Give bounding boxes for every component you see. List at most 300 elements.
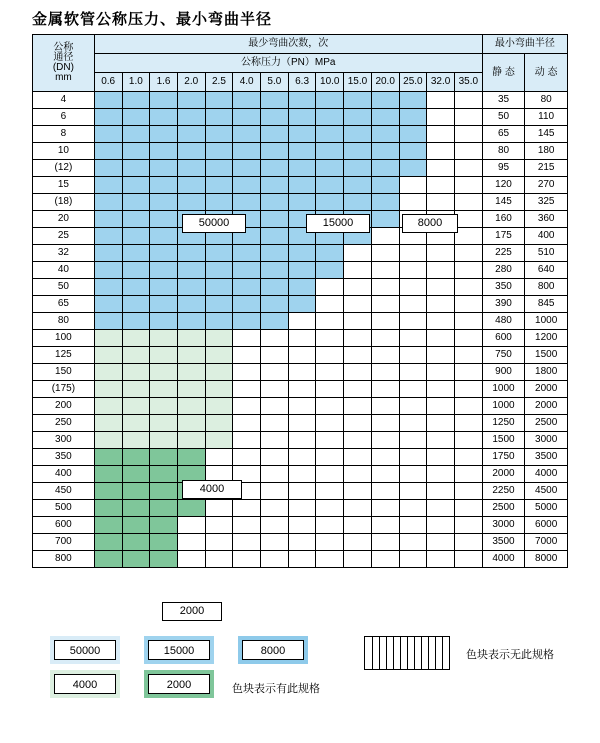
dn-header-line-3: (DN) xyxy=(52,62,74,73)
spec-table xyxy=(32,34,568,568)
spec-cell xyxy=(94,432,122,449)
dn-value: 6 xyxy=(33,109,95,126)
spec-cell xyxy=(94,126,122,143)
spec-cell xyxy=(316,330,344,347)
spec-cell xyxy=(261,432,289,449)
spec-cell xyxy=(150,92,178,109)
spec-cell xyxy=(427,92,455,109)
spec-cell xyxy=(122,126,150,143)
spec-cell xyxy=(150,364,178,381)
spec-cell xyxy=(233,194,261,211)
spec-cell xyxy=(344,92,372,109)
dn-value: 500 xyxy=(33,500,95,517)
spec-cell xyxy=(205,262,233,279)
spec-cell xyxy=(344,330,372,347)
dynamic-radius-value: 3500 xyxy=(525,449,568,466)
static-radius-value: 50 xyxy=(482,109,525,126)
dn-value: 32 xyxy=(33,245,95,262)
dn-value: 400 xyxy=(33,466,95,483)
dn-header-line-2: 通径 xyxy=(53,52,74,63)
spec-cell xyxy=(371,245,399,262)
table-row xyxy=(33,313,568,330)
dynamic-radius-value: 5000 xyxy=(525,500,568,517)
spec-cell xyxy=(371,143,399,160)
dynamic-radius-value: 1500 xyxy=(525,347,568,364)
spec-cell xyxy=(261,466,289,483)
spec-cell xyxy=(371,449,399,466)
spec-cell xyxy=(454,483,482,500)
spec-cell xyxy=(427,500,455,517)
spec-cell xyxy=(94,143,122,160)
spec-cell xyxy=(288,483,316,500)
spec-cell xyxy=(316,160,344,177)
dn-value: 300 xyxy=(33,432,95,449)
spec-cell xyxy=(427,364,455,381)
spec-cell xyxy=(288,245,316,262)
spec-cell xyxy=(94,262,122,279)
spec-cell xyxy=(427,126,455,143)
spec-cell xyxy=(261,296,289,313)
spec-cell xyxy=(454,551,482,568)
spec-cell xyxy=(94,364,122,381)
spec-cell xyxy=(316,279,344,296)
spec-cell xyxy=(150,398,178,415)
spec-cell xyxy=(454,398,482,415)
spec-cell xyxy=(316,449,344,466)
spec-cell xyxy=(288,534,316,551)
spec-cell xyxy=(427,194,455,211)
dynamic-radius-value: 1000 xyxy=(525,313,568,330)
dynamic-radius-value: 325 xyxy=(525,194,568,211)
spec-cell xyxy=(205,194,233,211)
spec-cell xyxy=(399,449,427,466)
spec-cell xyxy=(122,92,150,109)
spec-cell xyxy=(233,534,261,551)
spec-cell xyxy=(177,194,205,211)
dynamic-radius-value: 80 xyxy=(525,92,568,109)
legend-row-1 xyxy=(32,636,568,670)
header-row-2 xyxy=(33,54,568,73)
spec-cell xyxy=(261,551,289,568)
spec-cell xyxy=(316,398,344,415)
spec-cell xyxy=(454,245,482,262)
spec-cell xyxy=(454,211,482,228)
spec-cell xyxy=(177,245,205,262)
static-radius-value: 225 xyxy=(482,245,525,262)
spec-cell xyxy=(94,534,122,551)
dn-value: 8 xyxy=(33,126,95,143)
static-radius-value: 2500 xyxy=(482,500,525,517)
table-row xyxy=(33,126,568,143)
spec-cell xyxy=(177,92,205,109)
spec-cell xyxy=(399,534,427,551)
spec-cell xyxy=(233,364,261,381)
dynamic-radius-value: 2000 xyxy=(525,381,568,398)
spec-cell xyxy=(261,262,289,279)
spec-cell xyxy=(316,177,344,194)
spec-cell xyxy=(94,279,122,296)
spec-cell xyxy=(233,313,261,330)
static-radius-value: 3000 xyxy=(482,517,525,534)
spec-cell xyxy=(94,92,122,109)
spec-cell xyxy=(150,551,178,568)
spec-cell xyxy=(233,177,261,194)
spec-cell xyxy=(150,177,178,194)
spec-cell xyxy=(205,296,233,313)
table-row xyxy=(33,364,568,381)
spec-cell xyxy=(399,194,427,211)
pressure-col-6: 5.0 xyxy=(261,73,289,92)
pressure-col-12: 32.0 xyxy=(427,73,455,92)
spec-cell xyxy=(205,143,233,160)
legend-swatch-8000 xyxy=(238,636,308,664)
dynamic-radius-value: 1800 xyxy=(525,364,568,381)
dn-value: (18) xyxy=(33,194,95,211)
static-radius-value: 65 xyxy=(482,126,525,143)
table-row xyxy=(33,551,568,568)
spec-cell xyxy=(94,194,122,211)
spec-cell xyxy=(233,347,261,364)
dn-value: 40 xyxy=(33,262,95,279)
spec-cell xyxy=(150,296,178,313)
spec-cell xyxy=(94,211,122,228)
spec-cell xyxy=(371,500,399,517)
spec-cell xyxy=(316,432,344,449)
legend-label-15000: 15000 xyxy=(148,640,210,660)
spec-cell xyxy=(427,279,455,296)
overlay-label-15000: 15000 xyxy=(306,214,370,233)
spec-cell xyxy=(316,92,344,109)
spec-table-container xyxy=(32,34,568,617)
dn-value: 20 xyxy=(33,211,95,228)
static-radius-value: 350 xyxy=(482,279,525,296)
spec-cell xyxy=(344,534,372,551)
table-row xyxy=(33,177,568,194)
spec-cell xyxy=(288,364,316,381)
spec-cell xyxy=(233,109,261,126)
bend-radius-header: 最小弯曲半径 xyxy=(482,35,567,54)
spec-cell xyxy=(261,500,289,517)
overlay-label-8000: 8000 xyxy=(402,214,458,233)
spec-cell xyxy=(122,347,150,364)
table-row xyxy=(33,143,568,160)
spec-cell xyxy=(399,126,427,143)
dn-value: 10 xyxy=(33,143,95,160)
static-radius-value: 4000 xyxy=(482,551,525,568)
spec-cell xyxy=(371,483,399,500)
spec-cell xyxy=(150,500,178,517)
spec-cell xyxy=(344,432,372,449)
spec-cell xyxy=(94,449,122,466)
spec-cell xyxy=(454,517,482,534)
dynamic-radius-value: 215 xyxy=(525,160,568,177)
spec-cell xyxy=(122,415,150,432)
static-radius-value: 390 xyxy=(482,296,525,313)
spec-cell xyxy=(427,143,455,160)
table-row xyxy=(33,534,568,551)
spec-cell xyxy=(399,313,427,330)
spec-cell xyxy=(177,415,205,432)
table-row xyxy=(33,398,568,415)
table-row xyxy=(33,347,568,364)
table-row xyxy=(33,92,568,109)
dynamic-radius-value: 800 xyxy=(525,279,568,296)
legend-row-2 xyxy=(32,670,568,704)
spec-cell xyxy=(316,381,344,398)
spec-cell xyxy=(344,500,372,517)
spec-cell xyxy=(371,551,399,568)
spec-cell xyxy=(177,381,205,398)
spec-cell xyxy=(427,483,455,500)
spec-cell xyxy=(316,296,344,313)
spec-cell xyxy=(205,313,233,330)
dynamic-radius-value: 145 xyxy=(525,126,568,143)
spec-cell xyxy=(150,109,178,126)
spec-cell xyxy=(399,262,427,279)
spec-cell xyxy=(371,347,399,364)
spec-cell xyxy=(427,466,455,483)
spec-cell xyxy=(344,415,372,432)
spec-cell xyxy=(288,398,316,415)
spec-cell xyxy=(316,143,344,160)
spec-cell xyxy=(261,279,289,296)
spec-cell xyxy=(261,449,289,466)
table-row xyxy=(33,228,568,245)
pressure-col-0: 0.6 xyxy=(94,73,122,92)
spec-cell xyxy=(233,279,261,296)
spec-cell xyxy=(288,517,316,534)
spec-cell xyxy=(316,364,344,381)
pressure-col-4: 2.5 xyxy=(205,73,233,92)
spec-cell xyxy=(316,109,344,126)
spec-cell xyxy=(344,517,372,534)
spec-cell xyxy=(233,381,261,398)
spec-cell xyxy=(371,279,399,296)
spec-cell xyxy=(344,313,372,330)
legend-swatch-4000 xyxy=(50,670,120,698)
spec-cell xyxy=(316,517,344,534)
spec-cell xyxy=(288,92,316,109)
spec-cell xyxy=(150,517,178,534)
spec-cell xyxy=(94,466,122,483)
spec-cell xyxy=(205,279,233,296)
table-row xyxy=(33,483,568,500)
spec-cell xyxy=(288,449,316,466)
pressure-col-8: 10.0 xyxy=(316,73,344,92)
spec-cell xyxy=(122,211,150,228)
spec-cell xyxy=(205,92,233,109)
spec-cell xyxy=(150,534,178,551)
spec-cell xyxy=(150,126,178,143)
dn-value: 450 xyxy=(33,483,95,500)
spec-cell xyxy=(177,313,205,330)
static-radius-value: 600 xyxy=(482,330,525,347)
spec-cell xyxy=(233,500,261,517)
table-row xyxy=(33,296,568,313)
dynamic-radius-value: 3000 xyxy=(525,432,568,449)
static-radius-value: 280 xyxy=(482,262,525,279)
dynamic-radius-value: 2500 xyxy=(525,415,568,432)
dn-value: 100 xyxy=(33,330,95,347)
spec-cell xyxy=(94,517,122,534)
spec-cell xyxy=(233,126,261,143)
spec-cell xyxy=(94,551,122,568)
spec-cell xyxy=(94,245,122,262)
spec-cell xyxy=(344,466,372,483)
spec-cell xyxy=(261,92,289,109)
spec-cell xyxy=(94,347,122,364)
spec-cell xyxy=(177,432,205,449)
static-radius-value: 1750 xyxy=(482,449,525,466)
table-row xyxy=(33,500,568,517)
overlay-label-50000: 50000 xyxy=(182,214,246,233)
spec-cell xyxy=(261,177,289,194)
spec-cell xyxy=(344,143,372,160)
table-row xyxy=(33,432,568,449)
spec-cell xyxy=(427,449,455,466)
spec-cell xyxy=(399,398,427,415)
spec-cell xyxy=(261,211,289,228)
spec-cell xyxy=(454,466,482,483)
spec-cell xyxy=(233,449,261,466)
spec-cell xyxy=(399,432,427,449)
dynamic-radius-value: 4500 xyxy=(525,483,568,500)
spec-cell xyxy=(122,109,150,126)
spec-cell xyxy=(94,483,122,500)
spec-cell xyxy=(122,398,150,415)
pressure-col-13: 35.0 xyxy=(454,73,482,92)
spec-cell xyxy=(344,262,372,279)
overlay-label-4000: 4000 xyxy=(182,480,242,499)
spec-cell xyxy=(122,143,150,160)
dn-header-line-1: 公称 xyxy=(53,42,74,53)
table-row xyxy=(33,211,568,228)
spec-cell xyxy=(177,330,205,347)
dynamic-radius-value: 6000 xyxy=(525,517,568,534)
spec-cell xyxy=(177,262,205,279)
spec-cell xyxy=(122,432,150,449)
spec-cell xyxy=(399,279,427,296)
spec-cell xyxy=(344,449,372,466)
spec-cell xyxy=(122,466,150,483)
spec-cell xyxy=(261,109,289,126)
static-header: 静 态 xyxy=(482,54,525,92)
spec-cell xyxy=(177,279,205,296)
spec-cell xyxy=(316,466,344,483)
spec-cell xyxy=(371,126,399,143)
spec-cell xyxy=(233,245,261,262)
spec-cell xyxy=(122,517,150,534)
spec-cell xyxy=(427,398,455,415)
spec-cell xyxy=(454,92,482,109)
spec-cell xyxy=(205,415,233,432)
spec-cell xyxy=(122,228,150,245)
spec-cell xyxy=(205,517,233,534)
legend-swatch-2000 xyxy=(144,670,214,698)
spec-cell xyxy=(177,517,205,534)
table-row xyxy=(33,466,568,483)
spec-cell xyxy=(454,279,482,296)
dn-value: 80 xyxy=(33,313,95,330)
table-row xyxy=(33,109,568,126)
spec-cell xyxy=(371,262,399,279)
spec-cell xyxy=(454,500,482,517)
spec-cell xyxy=(261,364,289,381)
legend-swatch-50000 xyxy=(50,636,120,664)
spec-cell xyxy=(399,296,427,313)
spec-cell xyxy=(288,432,316,449)
no-spec-hatch-swatch xyxy=(364,636,450,670)
spec-cell xyxy=(94,296,122,313)
spec-cell xyxy=(371,160,399,177)
spec-cell xyxy=(261,160,289,177)
color-note: 色块表示有此规格 xyxy=(232,683,320,695)
spec-cell xyxy=(150,160,178,177)
spec-cell xyxy=(150,143,178,160)
spec-cell xyxy=(454,415,482,432)
spec-cell xyxy=(205,398,233,415)
dynamic-radius-value: 7000 xyxy=(525,534,568,551)
spec-cell xyxy=(150,432,178,449)
spec-cell xyxy=(399,381,427,398)
static-radius-value: 750 xyxy=(482,347,525,364)
spec-cell xyxy=(371,177,399,194)
spec-cell xyxy=(316,313,344,330)
spec-cell xyxy=(261,313,289,330)
dn-value: 250 xyxy=(33,415,95,432)
dynamic-radius-value: 360 xyxy=(525,211,568,228)
spec-cell xyxy=(205,160,233,177)
spec-cell xyxy=(177,296,205,313)
spec-cell xyxy=(177,534,205,551)
spec-cell xyxy=(94,313,122,330)
spec-cell xyxy=(177,398,205,415)
spec-cell xyxy=(454,534,482,551)
pressure-header: 公称压力（PN）MPa xyxy=(94,54,482,73)
spec-cell xyxy=(316,126,344,143)
spec-cell xyxy=(454,194,482,211)
spec-cell xyxy=(344,364,372,381)
spec-cell xyxy=(427,517,455,534)
static-radius-value: 1250 xyxy=(482,415,525,432)
spec-cell xyxy=(288,194,316,211)
spec-cell xyxy=(177,449,205,466)
spec-cell xyxy=(399,466,427,483)
spec-cell xyxy=(150,449,178,466)
spec-cell xyxy=(427,551,455,568)
spec-cell xyxy=(344,483,372,500)
spec-cell xyxy=(454,432,482,449)
dn-value: 65 xyxy=(33,296,95,313)
spec-cell xyxy=(427,109,455,126)
spec-cell xyxy=(344,279,372,296)
spec-cell xyxy=(150,262,178,279)
spec-cell xyxy=(177,551,205,568)
spec-cell xyxy=(261,330,289,347)
table-row xyxy=(33,517,568,534)
spec-cell xyxy=(316,415,344,432)
table-header xyxy=(33,35,568,92)
spec-cell xyxy=(177,364,205,381)
spec-cell xyxy=(177,143,205,160)
pressure-col-10: 20.0 xyxy=(371,73,399,92)
bend-count-header: 最少弯曲次数，次 xyxy=(94,35,482,54)
spec-cell xyxy=(427,432,455,449)
spec-cell xyxy=(122,160,150,177)
spec-cell xyxy=(122,500,150,517)
table-row xyxy=(33,449,568,466)
spec-cell xyxy=(233,551,261,568)
